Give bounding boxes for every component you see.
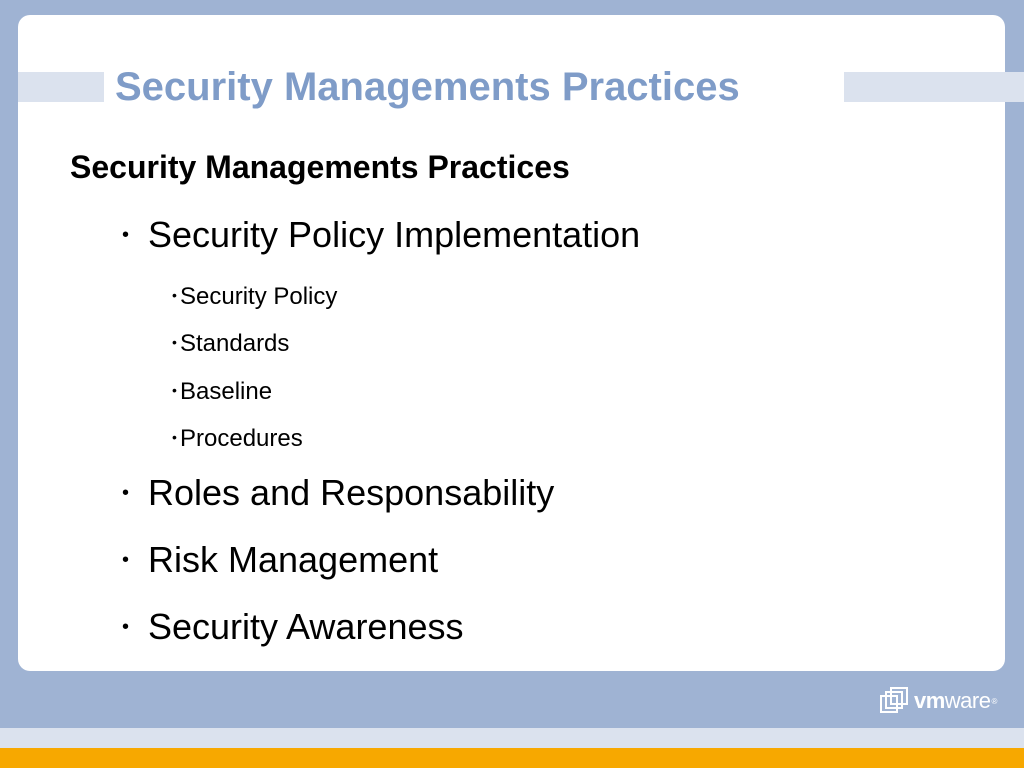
bullet-dot: •	[122, 224, 130, 246]
bullet-label: Roles and Responsability	[148, 472, 555, 513]
slide-title: Security Managements Practices	[115, 65, 740, 109]
subbullet-label: Baseline	[180, 378, 273, 405]
subbullet-baseline	[172, 375, 272, 407]
bullet-dot: •	[172, 334, 177, 350]
bullet-security-awareness	[122, 605, 464, 649]
vmware-logo	[880, 686, 997, 716]
bullet-roles-and-responsability	[122, 471, 554, 515]
footer-band-orange	[0, 748, 1024, 768]
subbullet-label: Standards	[180, 330, 290, 357]
bullet-security-policy-implementation	[122, 213, 640, 257]
footer-band-light	[0, 728, 1024, 748]
bullet-dot: •	[172, 429, 177, 445]
subbullet-security-policy	[172, 280, 337, 312]
bullet-dot: •	[172, 382, 177, 398]
bullet-risk-management	[122, 538, 438, 582]
subbullet-label: Procedures	[180, 425, 303, 452]
bullet-label: Security Policy Implementation	[148, 214, 641, 255]
bullet-dot: •	[122, 549, 130, 571]
content-heading: Security Managements Practices	[70, 149, 570, 185]
vmware-wordmark: vmware	[914, 688, 991, 713]
vmware-logo-icon	[880, 687, 908, 715]
bullet-dot: •	[122, 482, 130, 504]
subbullet-standards	[172, 327, 289, 359]
bullet-dot: •	[172, 287, 177, 303]
bullet-label: Risk Management	[148, 539, 439, 580]
bullet-label: Security Awareness	[148, 606, 464, 647]
trademark-symbol: ®	[991, 696, 998, 706]
subbullet-procedures	[172, 422, 303, 454]
bullet-dot: •	[122, 616, 130, 638]
subbullet-label: Security Policy	[180, 283, 338, 310]
